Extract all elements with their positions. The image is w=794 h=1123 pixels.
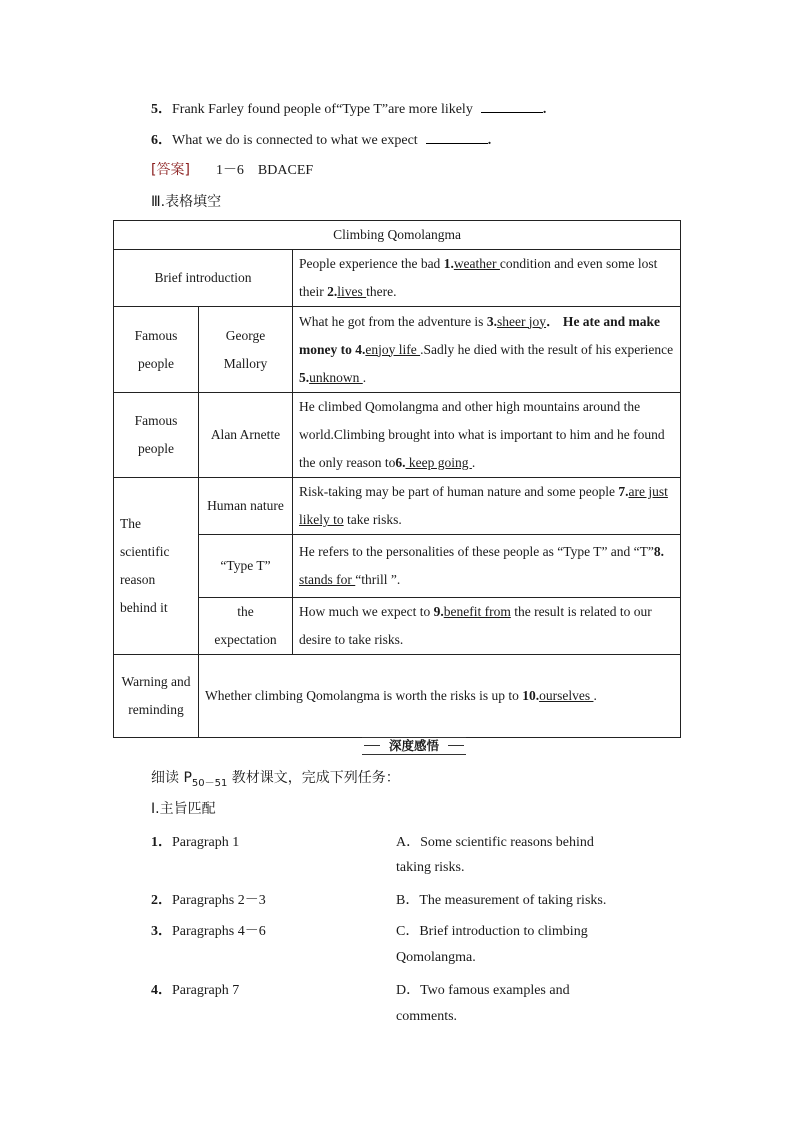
row-sublabel: “Type T” — [199, 535, 293, 598]
filled-answer: ourselves — [539, 688, 594, 703]
match-left-item: 1．Paragraph 1 — [151, 835, 240, 850]
section-banner: 深度感悟 — [362, 737, 466, 755]
filled-answer: sheer joy — [496, 313, 547, 329]
row-label: Famous people — [114, 307, 199, 393]
row-content: People experience the bad 1.weather condition and even some lost their 2.lives there. — [293, 250, 681, 307]
row-label: The scientific reason behind it — [114, 478, 199, 655]
section-title-matching: Ⅰ.主旨匹配 — [151, 801, 216, 817]
match-right-item: D．Two famous examples and — [396, 983, 570, 998]
row-sublabel: the expectation — [199, 598, 293, 655]
row-sublabel: George Mallory — [199, 307, 293, 393]
row-label: Warning and reminding — [114, 655, 199, 738]
answer-tag: [答案] — [151, 162, 190, 178]
table-row — [114, 221, 681, 250]
row-label: Brief introduction — [114, 250, 293, 307]
question-text: What we do is connected to what we expect — [172, 133, 418, 148]
match-right-item: C．Brief introduction to climbing — [396, 924, 588, 939]
match-right-item-cont: Qomolangma. — [396, 950, 476, 965]
section-title-table: Ⅲ.表格填空 — [151, 194, 222, 210]
row-sublabel: Alan Arnette — [199, 393, 293, 478]
table-title: Climbing Qomolangma — [114, 221, 681, 250]
row-sublabel: Human nature — [199, 478, 293, 535]
match-right-item-cont: comments. — [396, 1009, 458, 1024]
question-text: Frank Farley found people of“Type T”are more likely — [172, 102, 473, 117]
match-left-item: 3．Paragraphs 4－6 — [151, 924, 266, 939]
match-right-item: B．The measurement of taking risks. — [396, 893, 607, 908]
match-left-item: 4．Paragraph 7 — [151, 983, 240, 998]
filled-answer: weather — [453, 256, 500, 271]
answer-value: 1－6 BDACEF — [215, 163, 314, 178]
question-end: . — [542, 102, 547, 117]
row-content: He refers to the personalities of these people as “Type T” and “T”8. stands for “thrill ”. — [293, 535, 681, 598]
row-content: He climbed Qomolangma and other high mountains around the world.Climbing brought into what is important to him and he found the only reason to6. keep going . — [293, 393, 681, 478]
question-end: . — [487, 133, 492, 148]
question-6 — [151, 129, 491, 149]
table-row — [114, 478, 681, 535]
match-right-item-cont: taking risks. — [396, 860, 465, 875]
filled-answer: benefit from — [443, 604, 511, 619]
match-right-item: A．Some scientific reasons behind — [396, 835, 594, 850]
question-number: 5． — [151, 102, 172, 117]
table-row — [114, 535, 681, 598]
question-number: 6． — [151, 133, 172, 148]
table-row — [114, 393, 681, 478]
filled-answer: keep going — [405, 455, 472, 470]
fill-table — [113, 220, 681, 738]
row-content: How much we expect to 9.benefit from the result is related to our desire to take risks. — [293, 598, 681, 655]
instruction: 细读 $P_{50-51}$ 教材课文，完成下列任务： — [151, 770, 400, 789]
filled-answer: lives — [337, 284, 367, 299]
table-row — [114, 307, 681, 393]
table-row — [114, 250, 681, 307]
answer-line — [151, 159, 313, 179]
question-5 — [151, 98, 546, 118]
filled-answer: enjoy life — [365, 341, 421, 357]
answer-blank — [426, 129, 488, 144]
table-row — [114, 655, 681, 738]
filled-answer: stands for — [299, 572, 356, 587]
filled-answer: unknown — [309, 369, 363, 385]
row-content: Whether climbing Qomolangma is worth the risks is up to 10.ourselves . — [199, 655, 681, 738]
row-content: What he got from the adventure is 3.sheer joy． He ate and make money to 4.enjoy life .Sadly he died with the result of his experience 5.unknown . — [293, 307, 681, 393]
match-left-item: 2．Paragraphs 2－3 — [151, 893, 266, 908]
answer-blank — [481, 98, 543, 113]
filled-answer: are just likely to — [299, 484, 668, 527]
table-row — [114, 598, 681, 655]
row-content: Risk-taking may be part of human nature and some people 7.are just likely to take risks. — [293, 478, 681, 535]
row-label: Famous people — [114, 393, 199, 478]
